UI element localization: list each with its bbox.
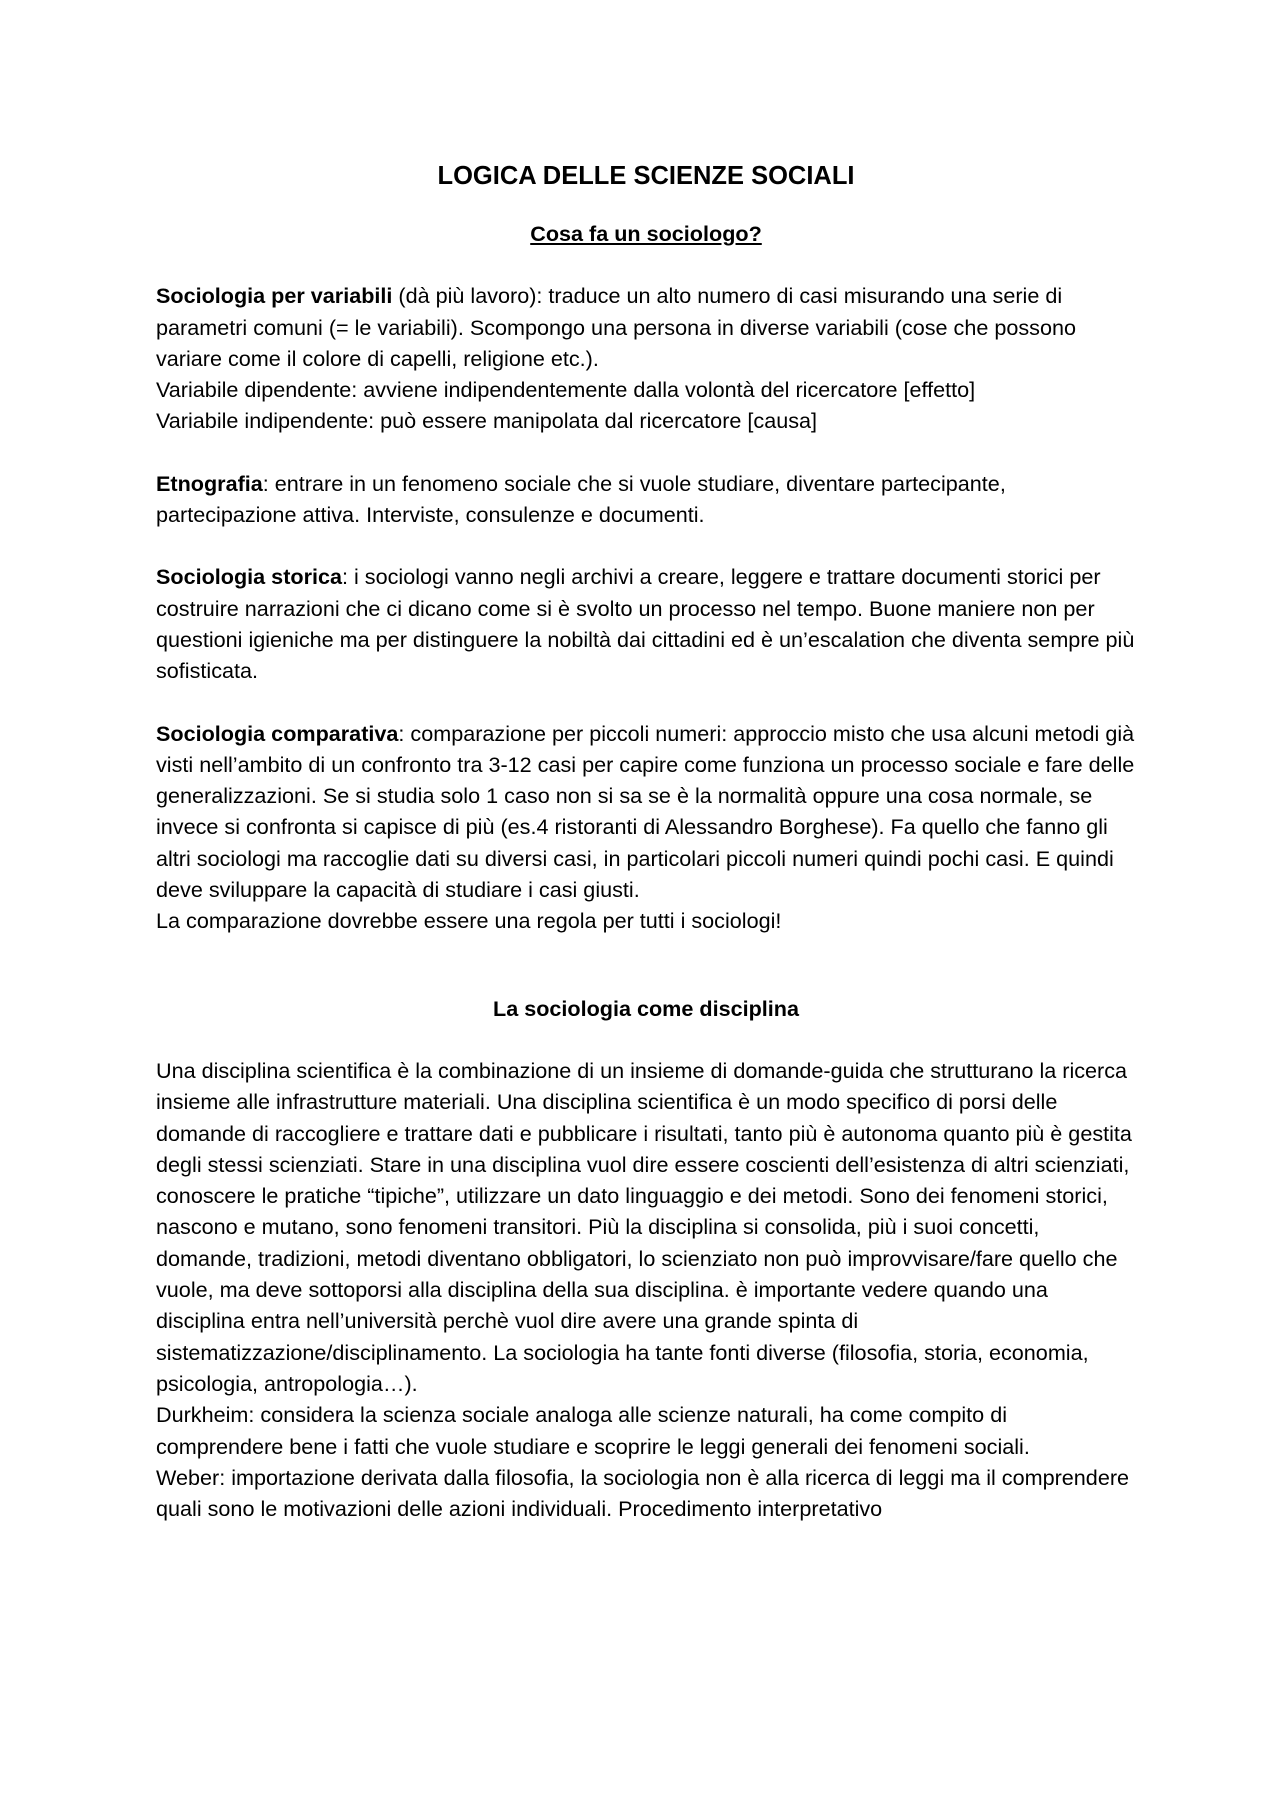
paragraph-storica xyxy=(156,561,1136,686)
term-comparativa: Sociologia comparativa xyxy=(156,720,399,746)
paragraph-disciplina: Una disciplina scientifica è la combinazione di un insieme di domande-guida che strutturano la ricerca insieme alle infrastrutture materiali. Una disciplina scientifica è un modo specifico di porsi delle domande di raccogliere e trattare dati e pubblicare i risultati, tanto più è autonoma quanto più è gestita degli stessi scienziati. Stare in una disciplina vuol dire essere coscienti dell’esistenza di altri scienziati, conoscere le pratiche “tipiche”, utilizzare un dato linguaggio e dei metodi. Sono dei fenomeni storici, nascono e mutano, sono fenomeni transitori. Più la disciplina si consolida, più i suoi concetti, domande, tradizioni, metodi diventano obbligatori, lo scienziato non può improvvisare/fare quello che vuole, ma deve sottoporsi alla disciplina della sua disciplina. è importante vedere quando una disciplina entra nell’università perchè vuol dire avere una grande spinta di sistematizzazione/disciplinamento. La sociologia ha tante fonti diverse (filosofia, storia, economia, psicologia, antropologia…). xyxy=(156,1057,1132,1396)
paragraph-comparativa xyxy=(156,718,1136,906)
paragraph-etnografia xyxy=(156,468,1136,531)
document-subtitle: Cosa fa un sociologo? xyxy=(530,221,762,246)
line-variabile-dipendente: Variabile dipendente: avviene indipendentemente dalla volontà del ricercatore [effetto] xyxy=(156,377,976,403)
document-title: LOGICA DELLE SCIENZE SOCIALI xyxy=(437,162,855,190)
paragraph-variabili xyxy=(156,280,1136,374)
text-etnografia: : entrare in un fenomeno sociale che si vuole studiare, diventare partecipante, partecipazione attiva. Interviste, consulenze e documenti. xyxy=(156,470,1006,528)
line-weber: Weber: importazione derivata dalla filosofia, la sociologia non è alla ricerca di leggi ma il comprendere quali sono le motivazioni delle azioni individuali. Procedimento interpretativo xyxy=(156,1464,1130,1522)
document-content xyxy=(156,150,1136,1524)
term-variabili: Sociologia per variabili xyxy=(156,283,393,309)
text-variabili: (dà più lavoro): traduce un alto numero di casi misurando una serie di parametri comuni (= le variabili). Scompongo una persona in diverse variabili (cose che possono variare come il colore di capelli, religione etc.). xyxy=(156,283,1077,371)
term-storica: Sociologia storica xyxy=(156,564,342,590)
line-comparazione-regola: La comparazione dovrebbe essere una regola per tutti i sociologi! xyxy=(156,908,782,934)
text-storica: : i sociologi vanno negli archivi a creare, leggere e trattare documenti storici per costruire narrazioni che ci dicano come si è svolto un processo nel tempo. Buone maniere non per questioni igieniche ma per distinguere la nobiltà dai cittadini ed è un’escalation che diventa sempre più sofisticata. xyxy=(156,564,1135,684)
term-etnografia: Etnografia xyxy=(156,470,263,496)
line-durkheim: Durkheim: considera la scienza sociale analoga alle scienze naturali, ha come compito di comprendere bene i fatti che vuole studiare e scoprire le leggi generali dei fenomeni sociali. xyxy=(156,1402,1030,1459)
text-comparativa: : comparazione per piccoli numeri: approccio misto che usa alcuni metodi già visti nell’ambito di un confronto tra 3-12 casi per capire come funziona un processo sociale e fare delle generalizzazioni. Se si studia solo 1 caso non si sa se è la normalità oppure una cosa normale, se invece si confronta si capisce di più (es.4 ristoranti di Alessandro Borghese). Fa quello che fanno gli altri sociologi ma raccoglie dati su diversi casi, in particolari piccoli numeri quindi pochi casi. E quindi deve sviluppare la capacità di studiare i casi giusti. xyxy=(156,720,1135,903)
section-title-disciplina: La sociologia come disciplina xyxy=(493,995,799,1021)
line-variabile-indipendente: Variabile indipendente: può essere manipolata dal ricercatore [causa] xyxy=(156,408,818,434)
